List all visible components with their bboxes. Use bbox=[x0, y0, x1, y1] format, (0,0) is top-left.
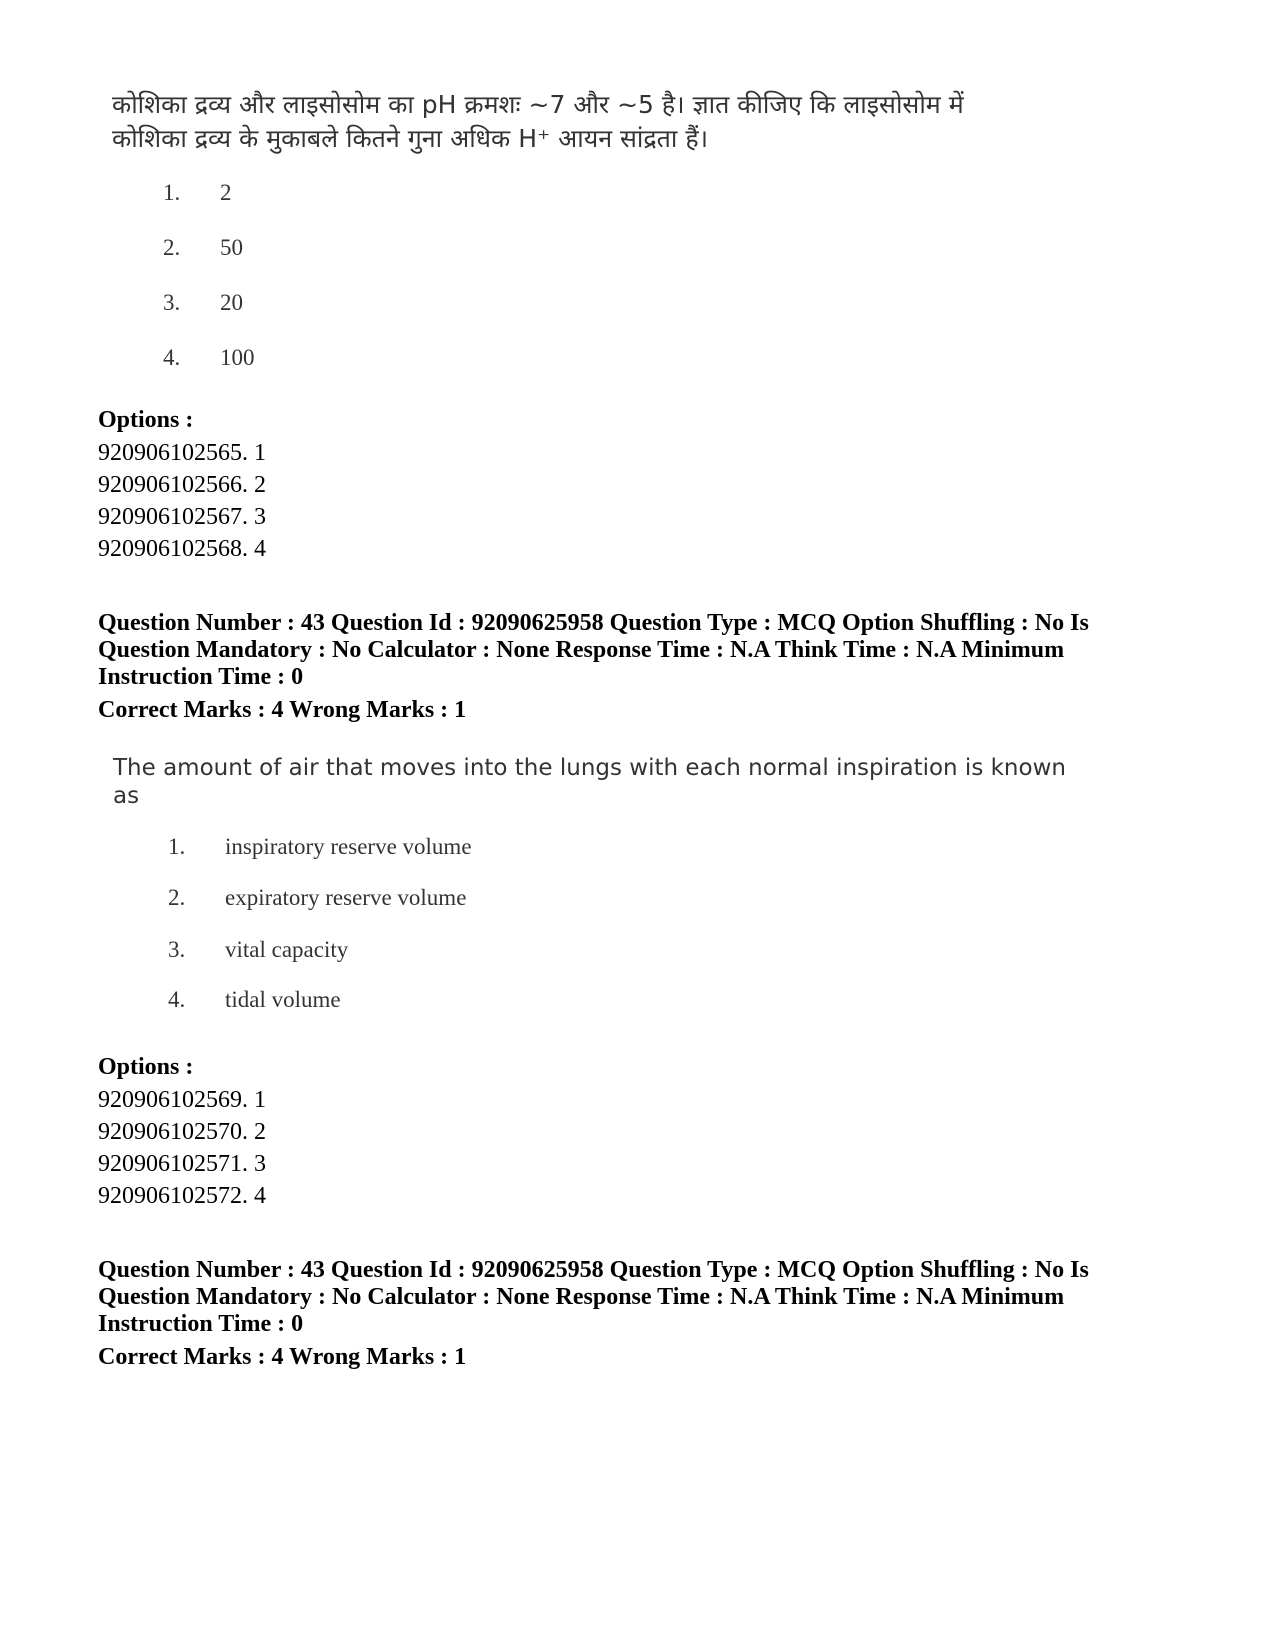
choice-text: 2 bbox=[220, 180, 232, 205]
meta-line: Question Number : 43 Question Id : 92090625958 Question Type : MCQ Option Shuffling : No Is bbox=[98, 1257, 1089, 1283]
choice-number: 2. bbox=[168, 885, 186, 910]
choice-number: 1. bbox=[163, 180, 181, 205]
marks-line: Correct Marks : 4 Wrong Marks : 1 bbox=[98, 1344, 467, 1370]
choice-text: 100 bbox=[220, 345, 255, 370]
choice-text: vital capacity bbox=[225, 937, 349, 962]
option-id: 920906102568. 4 bbox=[98, 536, 266, 562]
question-image-hindi bbox=[100, 88, 1100, 156]
choice-text: inspiratory reserve volume bbox=[225, 834, 472, 859]
question-text-line: as bbox=[113, 783, 140, 809]
choice-number: 2. bbox=[163, 235, 181, 260]
question-text-line: कोशिका द्रव्य के मुकाबले कितने गुना अधिक H⁺ आयन सांद्रता हैं। bbox=[112, 124, 709, 153]
choice-text: expiratory reserve volume bbox=[225, 885, 467, 910]
question-meta bbox=[98, 610, 1178, 726]
meta-line: Instruction Time : 0 bbox=[98, 1311, 304, 1337]
meta-line: Question Mandatory : No Calculator : None Response Time : N.A Think Time : N.A Minimum bbox=[98, 1284, 1065, 1310]
option-id: 920906102570. 2 bbox=[98, 1119, 266, 1145]
meta-line: Instruction Time : 0 bbox=[98, 664, 304, 690]
question-text-line: कोशिका द्रव्य और लाइसोसोम का pH क्रमशः ~7 और ~5 है। ज्ञात कीजिए कि लाइसोसोम में bbox=[112, 90, 964, 119]
marks-line: Correct Marks : 4 Wrong Marks : 1 bbox=[98, 697, 467, 723]
option-id: 920906102565. 1 bbox=[98, 440, 266, 466]
meta-line: Question Number : 43 Question Id : 92090625958 Question Type : MCQ Option Shuffling : No Is bbox=[98, 610, 1089, 636]
options-heading: Options : bbox=[98, 407, 194, 433]
choice-number: 3. bbox=[163, 290, 181, 315]
choice-number: 3. bbox=[168, 937, 186, 962]
options-heading: Options : bbox=[98, 1054, 194, 1080]
option-id: 920906102569. 1 bbox=[98, 1087, 266, 1113]
choice-number: 4. bbox=[163, 345, 181, 370]
options-list bbox=[98, 1050, 1178, 1212]
choice-number: 1. bbox=[168, 834, 186, 859]
option-id: 920906102566. 2 bbox=[98, 472, 266, 498]
question-text-line: The amount of air that moves into the lungs with each normal inspiration is known bbox=[113, 755, 1066, 781]
question-meta bbox=[98, 1257, 1178, 1373]
choice-text: tidal volume bbox=[225, 987, 341, 1012]
options-list bbox=[98, 403, 1178, 565]
choice-text: 20 bbox=[220, 290, 243, 315]
option-id: 920906102571. 3 bbox=[98, 1151, 266, 1177]
choice-text: 50 bbox=[220, 235, 243, 260]
meta-line: Question Mandatory : No Calculator : None Response Time : N.A Think Time : N.A Minimum bbox=[98, 637, 1065, 663]
option-id: 920906102572. 4 bbox=[98, 1183, 266, 1209]
choice-number: 4. bbox=[168, 987, 186, 1012]
question-image-english bbox=[100, 754, 1100, 810]
option-id: 920906102567. 3 bbox=[98, 504, 266, 530]
